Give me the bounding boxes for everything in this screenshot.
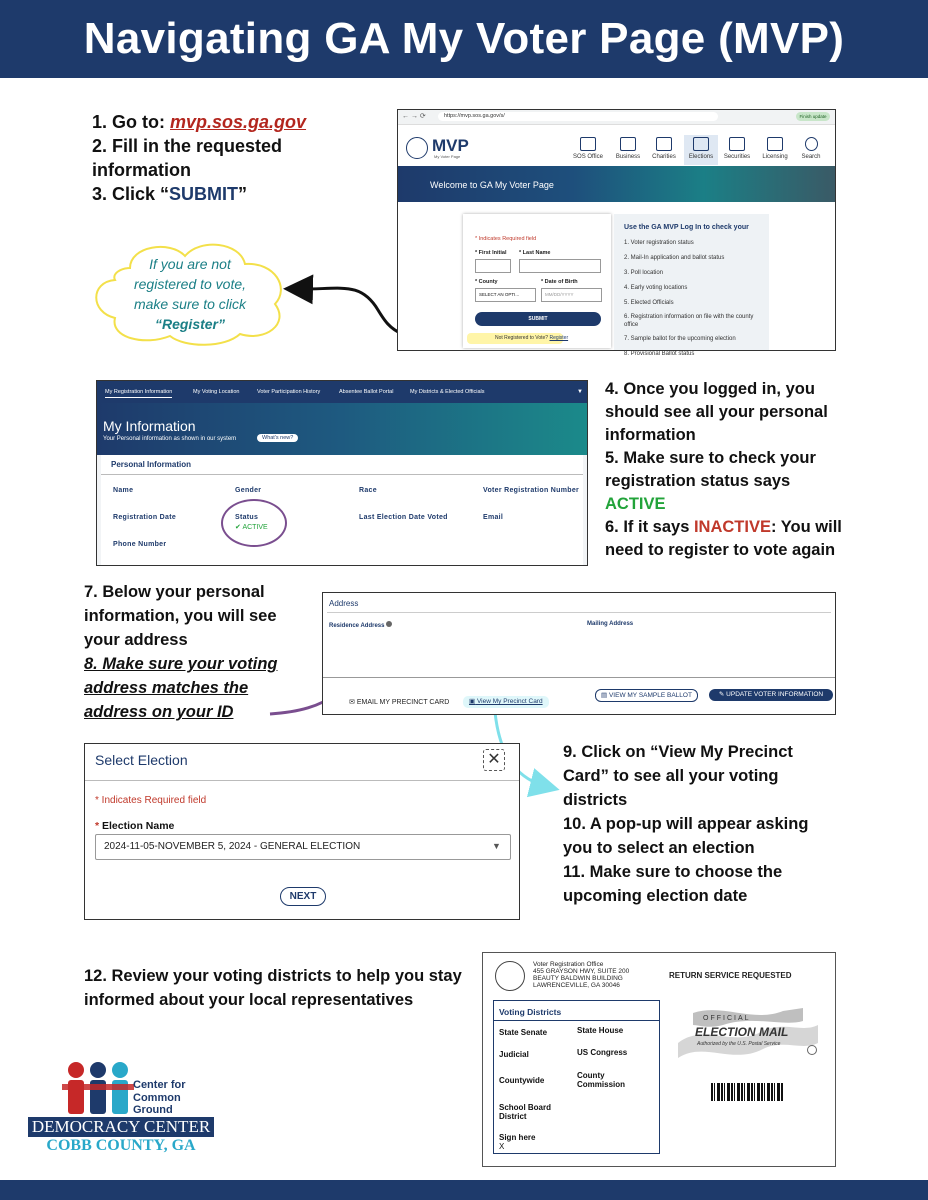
myinfo-title: My Information <box>103 418 196 434</box>
election-name-select[interactable] <box>95 834 511 860</box>
office-line: 455 GRAYSON HWY, SUITE 200 <box>533 968 630 975</box>
race-label: Race <box>359 487 377 494</box>
tab-licensing[interactable] <box>758 137 792 160</box>
office-line: Voter Registration Office <box>533 961 604 968</box>
mail-icon: ✉ <box>349 699 355 706</box>
step-12: 12. Review your voting districts to help you stay informed about your local representatives <box>84 967 462 1009</box>
step-3-suffix: ” <box>238 184 248 204</box>
step-1-prefix: 1. Go to: <box>92 112 170 132</box>
check-circle-icon: ✔ <box>235 524 241 531</box>
tab-search[interactable] <box>794 137 828 160</box>
tab-business[interactable] <box>611 137 645 160</box>
briefcase-icon <box>620 137 636 151</box>
step-9: 9. Click on “View My Precinct Card” to see all your voting districts <box>563 743 793 809</box>
stamp-official: OFFICIAL <box>703 1015 751 1022</box>
personal-info-card <box>101 455 583 565</box>
step-7: 7. Below your personal information, you will see your address <box>84 583 277 649</box>
update-voter-info-button[interactable] <box>709 689 833 701</box>
mvp-browser-screenshot <box>397 109 836 357</box>
logo-line-2: Common <box>133 1091 181 1104</box>
list-item: 8. Provisional Ballot status <box>624 351 695 357</box>
step-10: 10. A pop-up will appear asking you to select an election <box>563 815 809 857</box>
section-divider <box>101 474 583 475</box>
chevron-down-icon[interactable]: ▼ <box>577 389 583 395</box>
view-card-text: View My Precinct Card <box>476 698 543 705</box>
reg-date-label: Registration Date <box>113 514 177 521</box>
section-title: Personal Information <box>111 460 192 469</box>
step-2: 2. Fill in the requested information <box>92 136 283 180</box>
footer-bar <box>0 1180 928 1200</box>
election-name-text: Election Name <box>102 820 175 832</box>
ballot-icon: ▤ <box>601 692 608 699</box>
status-value: ACTIVE <box>242 524 268 531</box>
step-6-prefix: 6. If it says <box>605 518 694 536</box>
step-6-inactive: INACTIVE <box>693 518 771 536</box>
list-item: 3. Poll location <box>624 270 664 276</box>
ga-seal-icon <box>406 137 428 159</box>
step-3-submit: SUBMIT <box>169 184 239 204</box>
list-title: Use the GA MVP Log In to check your <box>624 224 749 231</box>
tab-label: Business <box>615 154 641 160</box>
status-highlight-circle <box>221 499 287 547</box>
url-text: https://mvp.sos.ga.gov/s/ <box>444 113 505 119</box>
welcome-text: Welcome to GA My Voter Page <box>430 180 554 190</box>
sample-ballot-text: VIEW MY SAMPLE BALLOT <box>608 692 692 699</box>
step-5-text: 5. Make sure to check your registration status says <box>605 449 816 490</box>
modal-title: Select Election <box>95 752 188 768</box>
step-5-active: ACTIVE <box>605 495 666 513</box>
cloud-line-3: make sure to click <box>133 296 247 312</box>
return-service-text: RETURN SERVICE REQUESTED <box>669 971 792 980</box>
districts-divider <box>494 1020 659 1021</box>
nav-districts-officials[interactable]: My Districts & Elected Officials <box>410 389 485 395</box>
logo-line-1: Center for <box>133 1079 186 1091</box>
county-label: * County <box>475 279 498 285</box>
close-icon[interactable]: ✕ <box>483 749 505 771</box>
info-icon[interactable] <box>386 621 392 627</box>
edit-icon: ✎ <box>718 691 725 698</box>
dob-input[interactable]: MM/DD/YYYY <box>541 288 602 302</box>
list-item: 2. Mail-In application and ballot status <box>624 255 725 261</box>
phone-label: Phone Number <box>113 541 167 548</box>
residence-label-text: Residence Address <box>329 623 385 629</box>
logo-line-3: Ground <box>133 1104 173 1116</box>
status-label: Status <box>235 514 259 521</box>
cloud-line-1: If you are not <box>149 256 231 272</box>
required-note: * Indicates Required field <box>95 795 207 806</box>
precinct-card-image <box>482 952 836 1167</box>
steps-1-3 <box>92 110 382 206</box>
step-1 <box>92 110 382 134</box>
county-commission-label: County Commission <box>577 1071 626 1089</box>
shield-icon <box>729 137 745 151</box>
first-initial-label: * First Initial <box>475 250 507 256</box>
card-icon: ▣ <box>469 698 476 705</box>
tab-label: Elections <box>688 154 714 160</box>
tab-label: Charities <box>652 154 676 160</box>
residence-address-label <box>329 621 392 629</box>
barcode-icon <box>711 1083 783 1101</box>
step-4: 4. Once you logged in, you should see all your personal information <box>605 380 828 444</box>
tab-label: SOS Office <box>573 154 603 160</box>
finish-update-button[interactable]: Finish update <box>796 112 830 121</box>
county-select[interactable]: SELECT AN OPTI... <box>475 288 536 302</box>
myinfo-subtitle: Your Personal information as shown in our system <box>103 436 237 442</box>
steps-9-11 <box>563 740 823 908</box>
countywide-label: Countywide <box>499 1076 545 1085</box>
email-precinct-card-button[interactable] <box>349 698 449 706</box>
state-house-label: State House <box>577 1026 624 1035</box>
required-star: * <box>95 820 100 832</box>
list-item: 1. Voter registration status <box>624 240 694 246</box>
tab-sos-office[interactable] <box>571 137 605 160</box>
center-common-ground-text <box>133 1079 186 1117</box>
voting-districts-box <box>493 1000 660 1154</box>
email-card-text: EMAIL MY PRECINCT CARD <box>356 699 450 706</box>
not-registered-label: Not Registered to Vote? <box>495 335 549 341</box>
tab-elections[interactable] <box>684 135 718 165</box>
cloud-line-2: registered to vote, <box>133 276 247 292</box>
my-information-screenshot <box>96 380 588 566</box>
office-line: BEAUTY BALDWIN BUILDING <box>533 975 623 982</box>
step-6 <box>605 516 845 562</box>
people-logo-icon <box>62 1060 134 1116</box>
state-senate-label: State Senate <box>499 1028 548 1037</box>
building-icon <box>580 137 596 151</box>
registered-mark-icon <box>807 1045 817 1055</box>
list-item: 6. Registration information on file with the county office <box>624 314 754 328</box>
step-3 <box>92 182 382 206</box>
steps-7-8 <box>84 580 309 724</box>
ga-seal-icon <box>495 961 525 991</box>
tab-charities[interactable] <box>647 137 681 160</box>
not-registered-text <box>495 335 568 341</box>
list-item: 4. Early voting locations <box>624 285 688 291</box>
nav-absentee-portal[interactable]: Absentee Ballot Portal <box>339 389 394 395</box>
url-bar[interactable] <box>438 112 718 121</box>
welcome-banner <box>398 166 835 202</box>
tab-label: Securities <box>723 154 751 160</box>
required-note: * Indicates Required field <box>475 236 537 242</box>
nav-participation-history[interactable]: Voter Participation History <box>257 389 321 395</box>
office-line: LAWRENCEVILLE, GA 30046 <box>533 982 620 989</box>
nav-arrows-icon[interactable]: ← → ⟳ <box>402 113 426 120</box>
mvp-logo: MVP <box>432 136 469 155</box>
header-bar <box>0 0 928 78</box>
address-screenshot <box>322 592 836 715</box>
step-5 <box>605 447 845 516</box>
personal-info-panel <box>97 455 587 565</box>
mailing-address-label: Mailing Address <box>587 621 634 627</box>
dob-label: * Date of Birth <box>541 279 578 285</box>
stamp-authorized: Authorized by the U.S. Postal Service <box>697 1041 781 1047</box>
email-label: Email <box>483 514 504 521</box>
list-items <box>624 236 764 362</box>
address-footer-line <box>323 677 835 678</box>
search-icon <box>805 137 818 151</box>
login-form <box>463 214 611 348</box>
us-congress-label: US Congress <box>577 1048 628 1057</box>
tab-securities[interactable] <box>720 137 754 160</box>
chevron-down-icon: ▼ <box>492 841 501 851</box>
gender-label: Gender <box>235 487 262 494</box>
select-election-screenshot <box>84 743 520 920</box>
ballot-box-icon <box>693 137 709 151</box>
browser-toolbar <box>398 110 835 125</box>
whats-new-button[interactable]: What's new? <box>257 434 298 442</box>
hands-icon <box>656 137 672 151</box>
first-initial-input[interactable] <box>475 259 511 273</box>
last-name-input[interactable] <box>519 259 601 273</box>
voter-reg-number-label: Voter Registration Number <box>483 487 580 494</box>
sign-here-label: Sign here <box>499 1133 536 1142</box>
step-11: 11. Make sure to choose the upcoming election date <box>563 863 783 905</box>
mvp-info-list <box>614 214 769 357</box>
election-name-label <box>95 820 174 832</box>
step-6-suffix: : You will need to register to vote again <box>605 518 842 559</box>
cloud-text <box>108 254 272 334</box>
last-election-label: Last Election Date Voted <box>359 514 448 521</box>
school-board-label: School Board District <box>499 1103 552 1121</box>
step-8: 8. Make sure your voting address matches the address on your ID <box>84 655 278 721</box>
cobb-county-text: COBB COUNTY, GA <box>46 1137 196 1154</box>
next-button[interactable]: NEXT <box>280 887 326 906</box>
list-item: 7. Sample ballot for the upcoming election <box>624 336 736 342</box>
register-link[interactable]: Register <box>549 335 569 341</box>
tab-label: Licensing <box>762 154 788 160</box>
democracy-center-banner: DEMOCRACY CENTER <box>28 1117 214 1137</box>
judicial-label: Judicial <box>499 1050 529 1059</box>
list-item: 5. Elected Officials <box>624 300 674 306</box>
cloud-line-4: “Register” <box>154 316 226 332</box>
nav-my-registration[interactable]: My Registration Information <box>105 389 172 398</box>
nav-voting-location[interactable]: My Voting Location <box>193 389 240 395</box>
stamp-election-mail: ELECTION MAIL <box>695 1025 789 1039</box>
sign-x: X <box>499 1142 505 1151</box>
tab-label: Search <box>801 154 821 160</box>
view-precinct-card-link[interactable] <box>463 696 549 708</box>
step-3-prefix: 3. Click “ <box>92 184 170 204</box>
mvp-logo-sub: My Voter Page <box>434 154 461 159</box>
name-label: Name <box>113 487 134 494</box>
steps-4-6 <box>605 378 845 562</box>
certificate-icon <box>767 137 783 151</box>
page-title: Navigating GA My Voter Page (MVP) <box>83 14 845 63</box>
submit-button[interactable]: SUBMIT <box>475 312 601 326</box>
address-divider <box>327 612 831 613</box>
office-address <box>533 961 629 989</box>
view-sample-ballot-button[interactable] <box>595 689 698 702</box>
mvp-link[interactable]: mvp.sos.ga.gov <box>170 112 307 132</box>
election-value: 2024-11-05-NOVEMBER 5, 2024 - GENERAL ELECTION <box>104 841 361 852</box>
last-name-label: * Last Name <box>519 250 551 256</box>
address-title: Address <box>329 599 359 608</box>
modal-divider <box>85 780 519 781</box>
districts-title: Voting Districts <box>499 1007 562 1017</box>
myinfo-banner <box>97 403 587 455</box>
update-text: UPDATE VOTER INFORMATION <box>726 691 824 698</box>
